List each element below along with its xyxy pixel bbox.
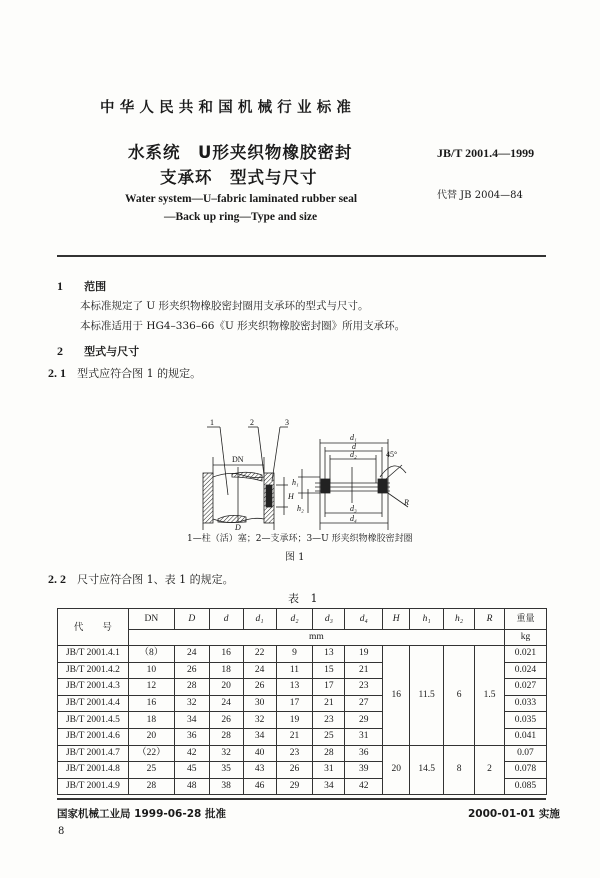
clause-text: 尺寸应符合图 1、表 1 的规定。 [77, 573, 234, 586]
cell-R-group1: 1.5 [475, 646, 505, 746]
cell-d2: 9 [276, 646, 313, 663]
title-chinese-line2: 支承环 型式与尺寸 [160, 168, 318, 187]
section-number: 1 [57, 279, 63, 293]
cell-d: 26 [209, 712, 243, 729]
cell-d1: 22 [243, 646, 276, 663]
cell-d: 35 [209, 762, 243, 779]
section-title: 范围 [84, 280, 107, 293]
section-title: 型式与尺寸 [84, 345, 140, 358]
cell-code: JB/T 2001.4.8 [58, 762, 129, 779]
implementation-date: 2000-01-01 实施 [468, 808, 560, 820]
title-chinese-line1: 水系统 U形夹织物橡胶密封 [128, 143, 353, 162]
cell-DN: 16 [128, 695, 174, 712]
cell-d4: 39 [345, 762, 383, 779]
label-d2: d₂ [350, 450, 357, 459]
cell-weight: 0.027 [504, 679, 546, 696]
label-part-2: 2 [250, 418, 254, 427]
standard-organization: 中华人民共和国机械行业标准 [100, 100, 357, 116]
header-weight: 重量 [504, 609, 546, 630]
table-unit-row [58, 630, 547, 646]
figure-caption: 图 1 [285, 552, 305, 563]
cell-d3: 15 [313, 662, 345, 679]
cell-d2: 11 [276, 662, 313, 679]
section-1-heading [57, 275, 106, 294]
cell-DN: 20 [128, 728, 174, 745]
cell-R-group2: 2 [475, 745, 505, 795]
cell-d: 32 [209, 745, 243, 762]
table-row [58, 646, 547, 663]
cell-DN: （22） [128, 745, 174, 762]
cell-d: 38 [209, 778, 243, 795]
figure-legend: 1—柱（活）塞；2—支承环；3—U 形夹织物橡胶密封圈 [187, 534, 413, 544]
cell-d1: 46 [243, 778, 276, 795]
cell-d4: 31 [345, 728, 383, 745]
cell-D: 24 [174, 646, 209, 663]
label-h2: h₂ [297, 504, 304, 513]
cell-d2: 29 [276, 778, 313, 795]
cell-code: JB/T 2001.4.2 [58, 662, 129, 679]
cell-H-group2: 20 [383, 745, 410, 795]
cell-d: 20 [209, 679, 243, 696]
standard-code: JB/T 2001.4—1999 [437, 146, 535, 160]
cell-code: JB/T 2001.4.5 [58, 712, 129, 729]
table-header-row [58, 609, 547, 630]
cell-DN: 18 [128, 712, 174, 729]
cell-d3: 21 [313, 695, 345, 712]
cell-weight: 0.035 [504, 712, 546, 729]
cell-d4: 42 [345, 778, 383, 795]
header-d: d [209, 609, 243, 630]
approval-note: 国家机械工业局 1999-06-28 批准 [57, 808, 226, 820]
clause-2-2 [48, 568, 234, 587]
cell-h2-group2: 8 [444, 745, 475, 795]
scope-paragraph-1: 本标准规定了 U 形夹织物橡胶密封圈用支承环的型式与尺寸。 [80, 300, 369, 312]
header-DN: DN [128, 609, 174, 630]
table-title: 表 1 [288, 592, 322, 605]
clause-2-1 [48, 362, 201, 381]
cell-d4: 27 [345, 695, 383, 712]
cell-code: JB/T 2001.4.3 [58, 679, 129, 696]
label-R: R [404, 498, 409, 507]
cell-d3: 17 [313, 679, 345, 696]
table-row [58, 745, 547, 762]
header-H: H [383, 609, 410, 630]
cell-d4: 21 [345, 662, 383, 679]
unit-kg: kg [504, 630, 546, 646]
cell-DN: （8） [128, 646, 174, 663]
header-divider [57, 255, 546, 257]
clause-text: 型式应符合图 1 的规定。 [77, 367, 202, 380]
label-H: H [288, 492, 294, 501]
header-h1: h₁ [410, 609, 444, 630]
label-d: d [352, 442, 356, 451]
cell-code: JB/T 2001.4.9 [58, 778, 129, 795]
title-english-line2: —Back up ring—Type and size [164, 211, 318, 223]
header-R: R [475, 609, 505, 630]
cell-h1-group1: 11.5 [410, 646, 444, 746]
cell-D: 42 [174, 745, 209, 762]
cell-D: 45 [174, 762, 209, 779]
cell-d1: 32 [243, 712, 276, 729]
cell-DN: 10 [128, 662, 174, 679]
cell-d1: 30 [243, 695, 276, 712]
cell-d3: 31 [313, 762, 345, 779]
title-english-line1: Water system—U–fabric laminated rubber seal [125, 193, 358, 205]
cell-d3: 25 [313, 728, 345, 745]
cell-d: 28 [209, 728, 243, 745]
cell-D: 26 [174, 662, 209, 679]
cell-d2: 21 [276, 728, 313, 745]
header-d2: d₂ [276, 609, 313, 630]
cell-H-group1: 16 [383, 646, 410, 746]
cell-code: JB/T 2001.4.4 [58, 695, 129, 712]
section-number: 2 [57, 344, 63, 358]
label-d1: d₁ [350, 433, 357, 442]
cell-weight: 0.033 [504, 695, 546, 712]
cell-d: 16 [209, 646, 243, 663]
cell-d1: 40 [243, 745, 276, 762]
cell-weight: 0.085 [504, 778, 546, 795]
label-DN: DN [232, 455, 244, 464]
replaces-note: 代替 JB 2004—84 [437, 190, 523, 201]
label-part-1: 1 [210, 418, 214, 427]
cell-d3: 28 [313, 745, 345, 762]
label-part-3: 3 [285, 418, 289, 427]
dimensions-table [57, 608, 547, 795]
scope-paragraph-2: 本标准适用于 HG4–336–66《U 形夹织物橡胶密封圈》所用支承环。 [80, 320, 406, 332]
cell-weight: 0.041 [504, 728, 546, 745]
unit-mm: mm [128, 630, 504, 646]
cell-h2-group1: 6 [444, 646, 475, 746]
cell-D: 34 [174, 712, 209, 729]
cell-h1-group2: 14.5 [410, 745, 444, 795]
cell-DN: 28 [128, 778, 174, 795]
clause-number: 2. 1 [48, 366, 66, 380]
cell-code: JB/T 2001.4.7 [58, 745, 129, 762]
label-d3: d₃ [350, 504, 357, 513]
cell-code: JB/T 2001.4.6 [58, 728, 129, 745]
section-2-heading [57, 340, 139, 359]
header-d1: d₁ [243, 609, 276, 630]
cell-d4: 29 [345, 712, 383, 729]
cell-d4: 36 [345, 745, 383, 762]
cell-weight: 0.078 [504, 762, 546, 779]
cell-d4: 23 [345, 679, 383, 696]
figure-1-drawing [180, 395, 420, 530]
cell-d: 24 [209, 695, 243, 712]
cell-DN: 25 [128, 762, 174, 779]
cell-d1: 43 [243, 762, 276, 779]
clause-number: 2. 2 [48, 572, 66, 586]
cell-d2: 13 [276, 679, 313, 696]
cell-weight: 0.07 [504, 745, 546, 762]
cell-D: 48 [174, 778, 209, 795]
cell-d: 18 [209, 662, 243, 679]
header-h2: h₂ [444, 609, 475, 630]
header-d4: d₄ [345, 609, 383, 630]
header-D: D [174, 609, 209, 630]
page-number: 8 [58, 826, 65, 837]
cell-D: 28 [174, 679, 209, 696]
cell-d2: 26 [276, 762, 313, 779]
cell-code: JB/T 2001.4.1 [58, 646, 129, 663]
footer-divider [57, 798, 546, 800]
label-D: D [235, 523, 241, 530]
cell-d2: 23 [276, 745, 313, 762]
cell-d1: 24 [243, 662, 276, 679]
header-d3: d₃ [313, 609, 345, 630]
cell-d3: 23 [313, 712, 345, 729]
label-d4: d₄ [350, 514, 357, 523]
label-h1: h₁ [292, 478, 299, 487]
cell-d2: 17 [276, 695, 313, 712]
cell-d4: 19 [345, 646, 383, 663]
cell-d2: 19 [276, 712, 313, 729]
cell-d1: 34 [243, 728, 276, 745]
cell-D: 36 [174, 728, 209, 745]
cell-d1: 26 [243, 679, 276, 696]
cell-weight: 0.021 [504, 646, 546, 663]
cell-D: 32 [174, 695, 209, 712]
cell-d3: 13 [313, 646, 345, 663]
cell-weight: 0.024 [504, 662, 546, 679]
label-angle: 45° [386, 450, 398, 459]
header-code: 代 号 [58, 609, 129, 646]
cell-d3: 34 [313, 778, 345, 795]
cell-DN: 12 [128, 679, 174, 696]
